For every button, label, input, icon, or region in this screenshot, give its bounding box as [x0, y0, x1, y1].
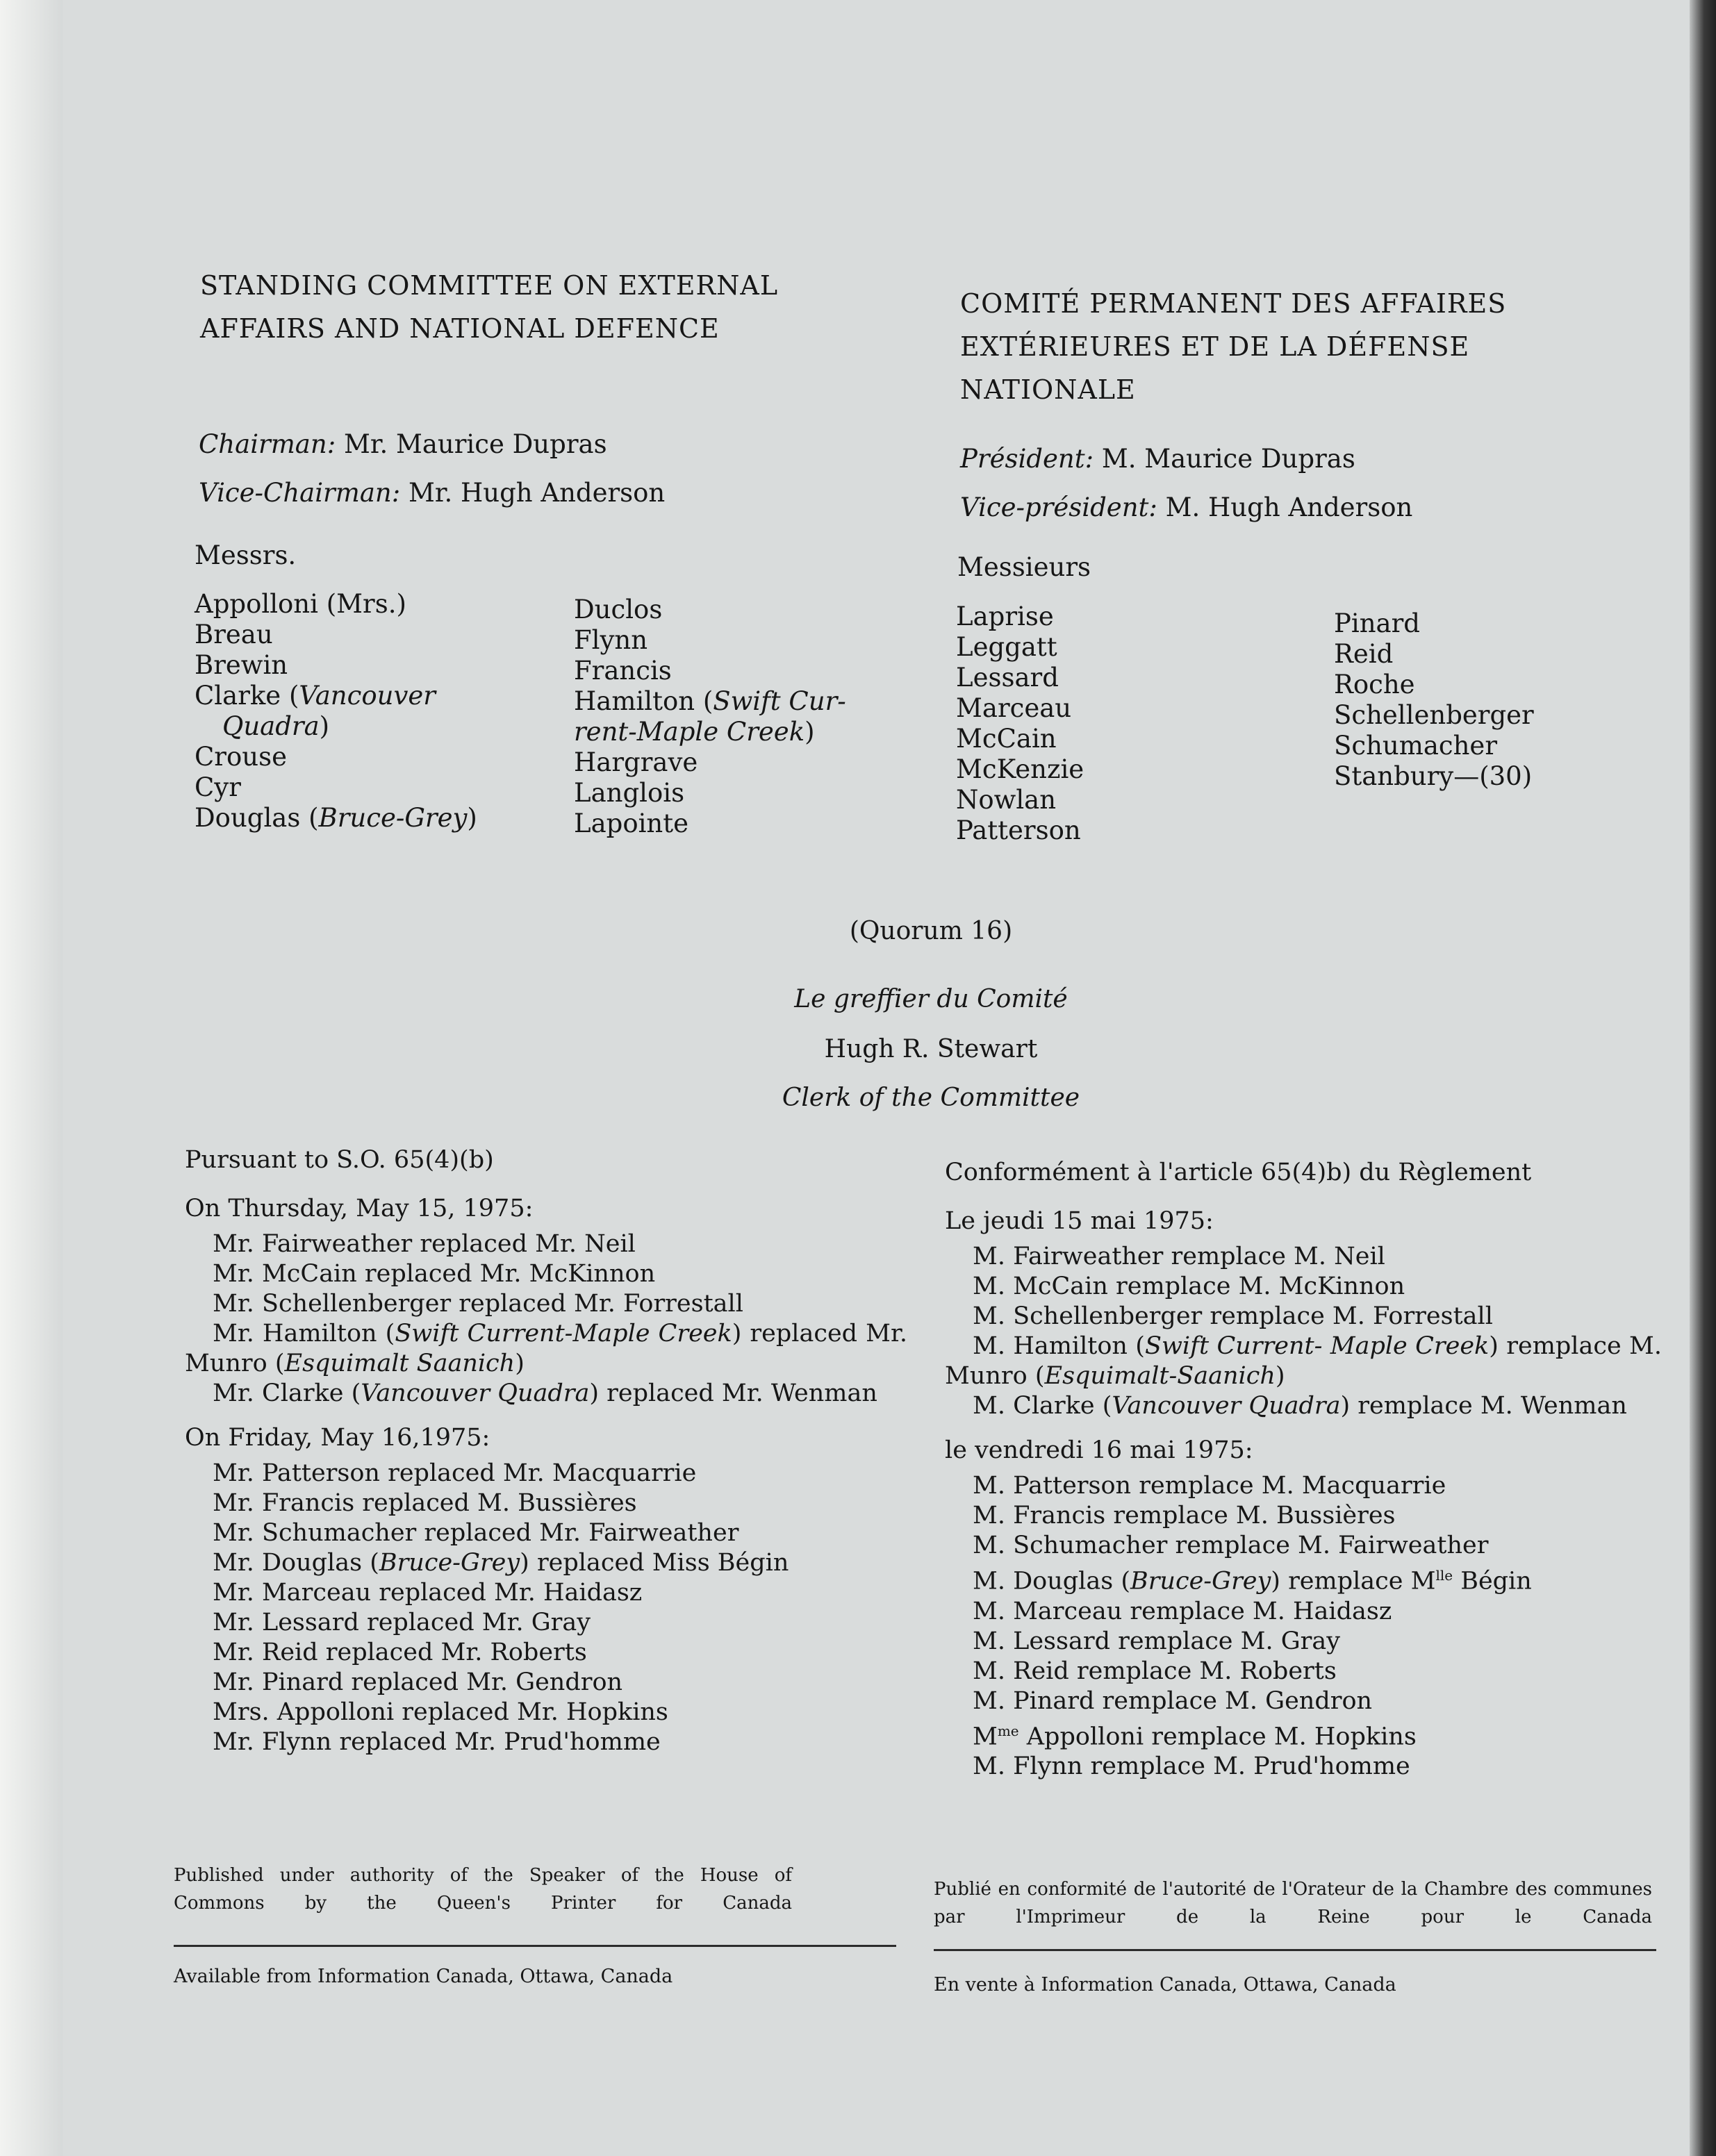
clerk-name: Hugh R. Stewart — [824, 1035, 1038, 1063]
text: Mr. Hamilton ( — [213, 1320, 395, 1348]
text: ) replaced Mr. Wenman — [589, 1379, 877, 1407]
text: Mr. Clarke ( — [213, 1379, 361, 1407]
member-paren: ) — [467, 803, 477, 833]
member — [195, 803, 507, 834]
member — [195, 681, 507, 711]
member-name: Douglas ( — [195, 803, 319, 833]
change-line: M. Schumacher remplace M. Fairweather — [973, 1532, 1489, 1559]
change-line: Mr. Francis replaced M. Bussières — [213, 1489, 637, 1517]
vice-chairman-name: Mr. Hugh Anderson — [408, 478, 666, 508]
member: Leggatt — [956, 632, 1057, 662]
vice-president-label: Vice-président: — [960, 492, 1157, 522]
change-line: M. McCain remplace M. McKinnon — [973, 1272, 1405, 1300]
member — [574, 686, 935, 717]
member-continued — [195, 711, 507, 742]
divider-en — [174, 1945, 896, 1947]
member: Crouse — [195, 742, 287, 772]
change-line: M. Patterson remplace M. Macquarrie — [973, 1472, 1446, 1500]
published-fr: Publié en conformité de l'autorité de l'Orateur de la Chambre des communes par l'Imprimeur de la Reine pour le Canada — [934, 1879, 1652, 1927]
text: Mr. Douglas ( — [213, 1549, 379, 1577]
change-line: M. Marceau remplace M. Haidasz — [973, 1597, 1392, 1625]
change-line: M. Schellenberger remplace M. Forrestall — [973, 1302, 1493, 1330]
member: Lessard — [956, 663, 1059, 693]
english-changes — [185, 1146, 907, 1757]
change-line: Mr. Marceau replaced Mr. Haidasz — [213, 1579, 643, 1607]
member: Langlois — [574, 778, 685, 808]
text: M — [973, 1723, 998, 1751]
change-line: Mr. Reid replaced Mr. Roberts — [213, 1639, 587, 1666]
french-members-heading: Messieurs — [957, 552, 1091, 582]
member-name: Hamilton ( — [574, 686, 713, 716]
date-fr-1: Le jeudi 15 mai 1975: — [945, 1207, 1214, 1235]
change-line: Mr. McCain replaced Mr. McKinnon — [213, 1260, 656, 1288]
change-line: Mr. Schumacher replaced Mr. Fairweather — [213, 1519, 739, 1547]
change-line: Mr. Fairweather replaced Mr. Neil — [213, 1230, 636, 1258]
date-en-2: On Friday, May 16,1975: — [185, 1424, 490, 1452]
change-line: M. Fairweather remplace M. Neil — [973, 1243, 1385, 1270]
french-members-col2 — [1334, 608, 1640, 792]
text: Appolloni remplace M. Hopkins — [1018, 1723, 1417, 1751]
president-name: M. Maurice Dupras — [1101, 444, 1355, 474]
clerk-title-en: Clerk of the Committee — [782, 1084, 1080, 1112]
member: McKenzie — [956, 754, 1084, 784]
change-line — [945, 1716, 1662, 1752]
text: ) — [1275, 1362, 1285, 1390]
text: ) — [515, 1350, 525, 1377]
available-fr: En vente à Information Canada, Ottawa, Canada — [934, 1974, 1396, 1996]
riding: Esquimalt Saanich — [284, 1350, 515, 1377]
vice-president-name: M. Hugh Anderson — [1165, 492, 1413, 522]
member: McCain — [956, 724, 1057, 754]
change-line — [945, 1332, 1662, 1391]
change-line — [185, 1379, 907, 1409]
member: Patterson — [956, 815, 1081, 845]
french-members-col1 — [956, 602, 1317, 846]
text: ) replaced Miss Bégin — [520, 1549, 789, 1577]
english-title — [200, 264, 895, 350]
riding: Vancouver Quadra — [1112, 1392, 1341, 1420]
superscript: me — [997, 1722, 1019, 1739]
member-name: Clarke ( — [195, 681, 299, 711]
clerk-title-fr: Le greffier du Comité — [794, 985, 1068, 1013]
french-title-line: NATIONALE — [960, 374, 1136, 405]
member-riding: Bruce-Grey — [318, 803, 468, 833]
english-officers — [199, 420, 893, 517]
page-edge — [0, 0, 63, 2156]
change-line: M. Flynn remplace M. Prud'homme — [973, 1752, 1410, 1781]
member: Francis — [574, 656, 672, 686]
member-riding: rent-Maple Creek — [574, 717, 805, 747]
member: Roche — [1334, 670, 1415, 699]
change-line: Mrs. Appolloni replaced Mr. Hopkins — [213, 1698, 668, 1726]
riding: Bruce-Grey — [1130, 1567, 1271, 1595]
text: ) remplace M. Munro ( — [945, 1332, 1662, 1390]
text: ) remplace M. Wenman — [1340, 1392, 1627, 1420]
french-title-line: EXTÉRIEURES ET DE LA DÉFENSE — [960, 331, 1470, 362]
date-fr-2: le vendredi 16 mai 1975: — [945, 1436, 1253, 1464]
change-line — [945, 1391, 1662, 1421]
text: ) remplace M — [1271, 1567, 1436, 1595]
change-line: M. Reid remplace M. Roberts — [973, 1657, 1337, 1685]
member: Marceau — [956, 693, 1072, 723]
text: M. Douglas ( — [973, 1567, 1130, 1595]
text: ) replaced Mr. Munro ( — [185, 1320, 907, 1377]
divider-fr — [934, 1949, 1656, 1951]
english-vice-chairman — [199, 469, 893, 517]
member: Stanbury—(30) — [1334, 761, 1533, 791]
french-officers — [960, 435, 1655, 532]
member: Duclos — [574, 595, 663, 624]
member-riding: Quadra — [222, 711, 320, 741]
pursuant-fr: Conformément à l'article 65(4)b) du Règlement — [945, 1159, 1532, 1186]
member-paren: ) — [319, 711, 330, 741]
riding: Bruce-Grey — [379, 1549, 520, 1577]
member: Flynn — [574, 625, 648, 655]
english-members-heading: Messrs. — [195, 540, 297, 570]
change-line — [185, 1319, 907, 1379]
member-continued — [574, 717, 935, 747]
available-en: Available from Information Canada, Ottawa, Canada — [174, 1966, 673, 1987]
member: Schumacher — [1334, 731, 1498, 761]
member: Cyr — [195, 772, 241, 802]
riding: Esquimalt-Saanich — [1044, 1362, 1276, 1390]
member: Nowlan — [956, 785, 1057, 815]
date-en-1: On Thursday, May 15, 1975: — [185, 1195, 534, 1222]
member: Hargrave — [574, 747, 698, 777]
member: Appolloni (Mrs.) — [195, 589, 406, 619]
published-en: Published under authority of the Speaker of the House of Commons by the Queen's Printer for Canada — [174, 1865, 792, 1914]
president-label: Président: — [960, 444, 1094, 474]
superscript: lle — [1435, 1567, 1453, 1584]
french-vice-president — [960, 483, 1655, 532]
english-members-col2 — [574, 595, 935, 839]
riding: Swift Current-Maple Creek — [395, 1320, 732, 1348]
change-line: M. Pinard remplace M. Gendron — [973, 1686, 1373, 1715]
member: Lapointe — [574, 808, 689, 838]
text: M. Hamilton ( — [973, 1332, 1145, 1360]
member-riding: Swift Cur- — [713, 686, 846, 716]
text: Bégin — [1453, 1567, 1532, 1595]
member: Reid — [1334, 639, 1394, 669]
book-spine — [1690, 0, 1716, 2156]
french-president — [960, 435, 1655, 483]
member-riding: Vancouver — [299, 681, 436, 711]
change-line: Mr. Schellenberger replaced Mr. Forrestall — [213, 1290, 743, 1318]
quorum: (Quorum 16) — [849, 917, 1013, 945]
member-paren: ) — [805, 717, 815, 747]
change-line: Mr. Patterson replaced Mr. Macquarrie — [213, 1459, 697, 1487]
english-chairman — [199, 420, 893, 469]
member: Brewin — [195, 650, 288, 680]
french-changes — [945, 1159, 1662, 1782]
change-line: Mr. Lessard replaced Mr. Gray — [213, 1609, 591, 1636]
french-title — [960, 282, 1655, 411]
member: Schellenberger — [1334, 700, 1534, 730]
english-members-col1 — [195, 589, 507, 834]
english-title-line: AFFAIRS AND NATIONAL DEFENCE — [200, 313, 720, 344]
change-line: M. Lessard remplace M. Gray — [973, 1627, 1341, 1655]
pursuant-en: Pursuant to S.O. 65(4)(b) — [185, 1146, 494, 1174]
change-line: Mr. Pinard replaced Mr. Gendron — [213, 1668, 623, 1696]
change-line — [945, 1561, 1662, 1597]
text: M. Clarke ( — [973, 1392, 1112, 1420]
french-title-line: COMITÉ PERMANENT DES AFFAIRES — [960, 288, 1507, 319]
change-line — [185, 1548, 907, 1578]
riding: Vancouver Quadra — [361, 1379, 590, 1407]
member: Laprise — [956, 602, 1054, 631]
change-line: Mr. Flynn replaced Mr. Prud'homme — [213, 1728, 661, 1756]
riding: Swift Current- Maple Creek — [1144, 1332, 1490, 1360]
member: Pinard — [1334, 608, 1420, 638]
vice-chairman-label: Vice-Chairman: — [199, 478, 401, 508]
english-title-line: STANDING COMMITTEE ON EXTERNAL — [200, 270, 779, 301]
change-line: M. Francis remplace M. Bussières — [973, 1502, 1396, 1529]
member: Breau — [195, 620, 273, 649]
chairman-label: Chairman: — [199, 429, 336, 459]
chairman-name: Mr. Maurice Dupras — [343, 429, 607, 459]
